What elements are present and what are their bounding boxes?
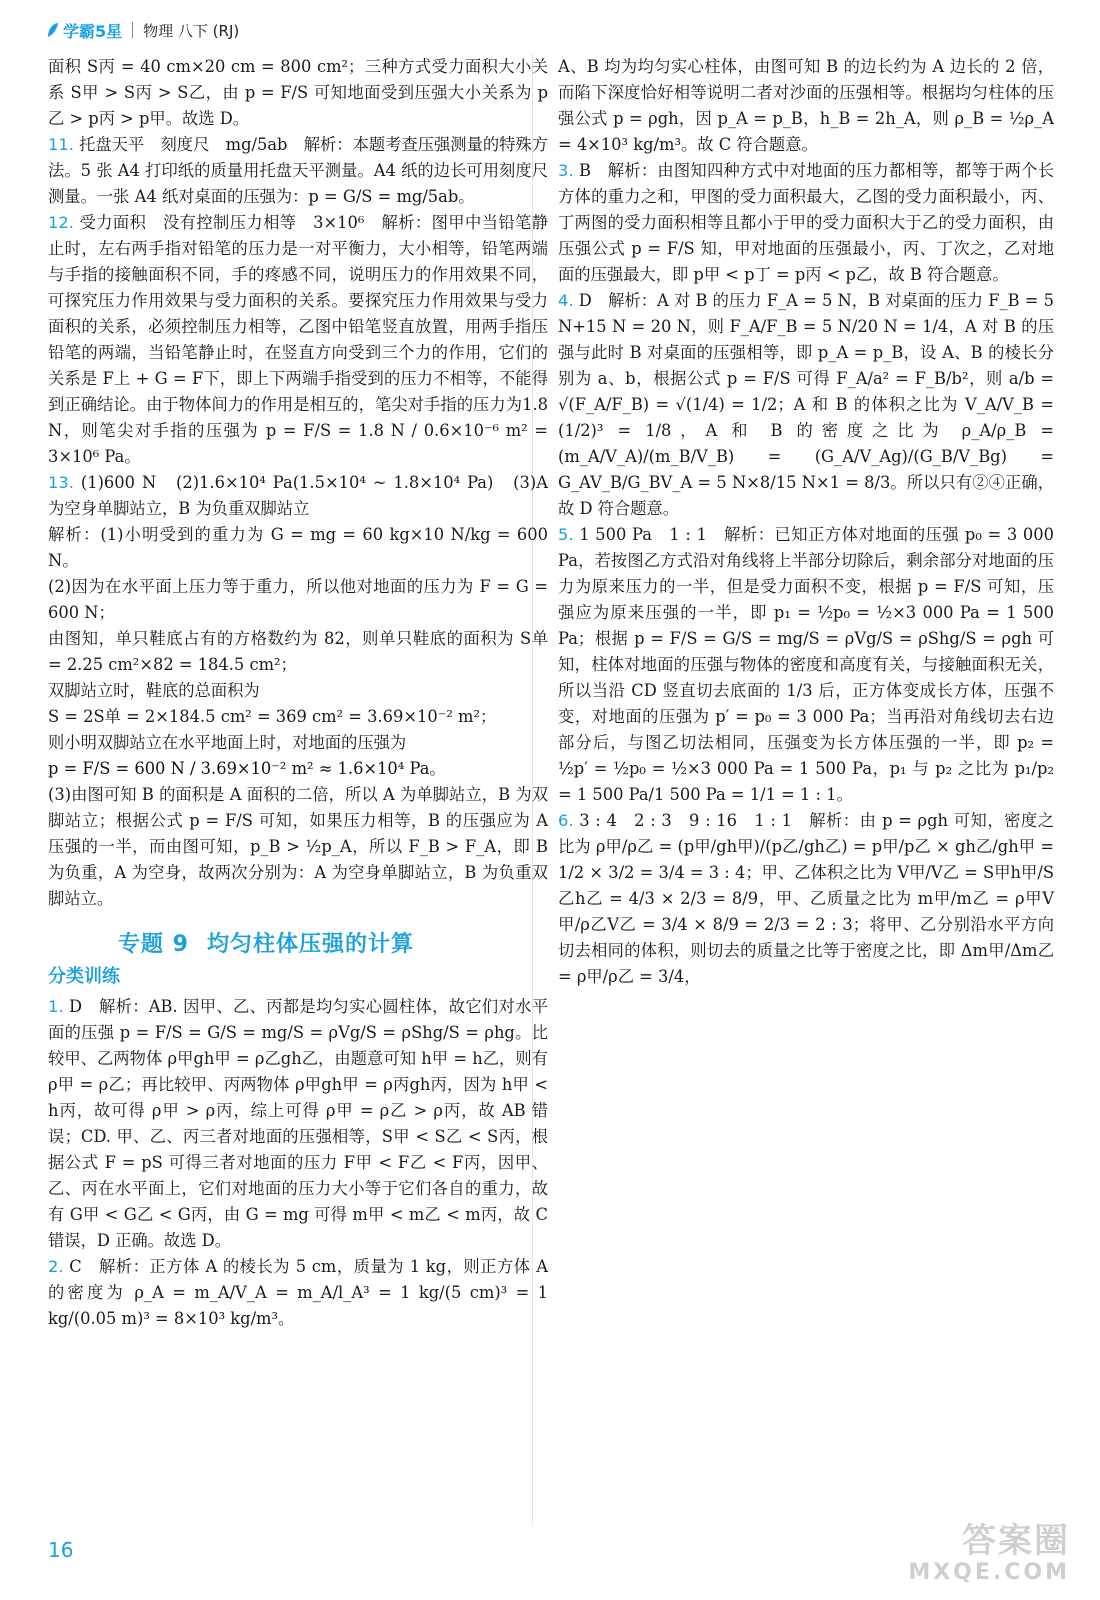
brand-logo: [46, 19, 122, 42]
question-2: [48, 1254, 548, 1332]
question-number: 11.: [48, 135, 74, 154]
question-13: [48, 470, 548, 912]
question-6: [558, 808, 1054, 990]
site-watermark: [908, 1521, 1070, 1585]
brand-name: 学霸5星: [63, 21, 123, 41]
question-1: [48, 994, 548, 1254]
watermark-top: 答案圈: [962, 1521, 1070, 1561]
question-12: [48, 210, 548, 470]
section-title: [118, 932, 548, 958]
page-header: [46, 18, 239, 42]
question-3: [558, 158, 1054, 288]
question-number: 4.: [558, 291, 574, 310]
left-column: [48, 54, 548, 1332]
question-text: D 解析：A 对 B 的压力 F_A = 5 N，B 对桌面的压力 F_B = 5 N+15 N = 20 N，则 F_A/F_B = 5 N/20 N = 1/4，A 对 B 的压强与此时 B 对桌面的压强相等，即 p_A = p_B，设 A、B 的棱长分别为 a、b，根据公式 p = F/S 可得 F_A/a² = F_B/b²，则 a/b = √(F_A/F_B) = √(1/4) = 1/2；A 和 B 的体积之比为 V_A/V_B = (1/2)³ = 1/8，A 和 B 的密度之比为 ρ_A/ρ_B = (m_A/V_A)/(m_B/V_B) = (G_A/V_Ag)/(G_B/V_Bg) = G_AV_B/G_BV_A = 5 N×8/15 N×1 = 8/3。所以只有②④正确，故 D 符合题意。: [558, 291, 1054, 518]
question-number: 2.: [48, 1257, 64, 1276]
explanation-line: 则小明双脚站立在水平地面上时，对地面的压强为: [48, 733, 407, 752]
pressure-formula: p = F/S = 600 N / 3.69×10⁻² m² ≈ 1.6×10⁴ Pa。: [48, 759, 446, 778]
question-number: 1.: [48, 997, 64, 1016]
watermark-bottom: MXQE.COM: [908, 1560, 1070, 1585]
question-text: 3 : 4 2 : 3 9 : 16 1 : 1 解析：由 p = ρgh 可知，密度之比为 ρ甲/ρ乙 = (p甲/gh甲)/(p乙/gh乙) = p甲/p乙 × gh乙/gh甲 = 1/2 × 3/2 = 3/4 = 3 : 4；甲、乙体积之比为 V甲/V乙 = S甲h甲/S乙h乙 = 4/3 × 2/3 = 8/9，甲、乙质量之比为 m甲/m乙 = ρ甲V甲/ρ乙V乙 = 3/4 × 8/9 = 2/3 = 2 : 3；将甲、乙分别沿水平方向切去相同的体积，则切去的质量之比等于密度之比，即 Δm甲/Δm乙 = ρ甲/ρ乙 = 3/4，: [558, 811, 1054, 986]
question-text: B 解析：由图知四种方式中对地面的压力都相等，都等于两个长方体的重力之和，甲图的受力面积最大，乙图的受力面积最小，丙、丁两图的受力面积相等且都小于甲的受力面积大于乙的受力面积，由压强公式 p = F/S 知，甲对地面的压强最小，丙、丁次之，乙对地面的压强最大，即 p甲 < p丁 = p丙 < p乙，故 B 符合题意。: [558, 161, 1054, 284]
question-number: 6.: [558, 811, 574, 830]
continued-paragraph: 面积 S丙 = 40 cm×20 cm = 800 cm²；三种方式受力面积大小关系 S甲 > S丙 > S乙，由 p = F/S 可知地面受到压强大小关系为 p乙 > p丙 > p甲。故选 D。: [48, 57, 548, 128]
explanation-line: S = 2S单 = 2×184.5 cm² = 369 cm² = 3.69×10⁻² m²；: [48, 707, 497, 726]
question-number: 5.: [558, 525, 574, 544]
question-answer: (1)600 N (2)1.6×10⁴ Pa(1.5×10⁴ ~ 1.8×10⁴ Pa) (3)A 为空身单脚站立，B 为负重双脚站立: [48, 473, 548, 518]
continued-paragraph: A、B 均为均匀实心柱体，由图可知 B 的边长约为 A 边长的 2 倍，而陷下深度恰好相等说明二者对沙面的压强相等。根据均匀柱体的压强公式 p = ρgh，因 p_A = p_B，h_B = 2h_A，则 ρ_B = ½ρ_A = 4×10³ kg/m³。故 C 符合题意。: [558, 57, 1054, 154]
section-name: 均匀柱体压强的计算: [206, 932, 414, 957]
page-number: 16: [48, 1538, 74, 1562]
brand-leaf-icon: [46, 21, 60, 39]
question-11: [48, 132, 548, 210]
header-divider: [132, 22, 133, 38]
section-number: 专题 9: [118, 932, 189, 957]
explanation-line: (3)由图可知 B 的面积是 A 面积的二倍，所以 A 为单脚站立，B 为双脚站立；根据公式 p = F/S 可知，如果压力相等，B 的压强应为 A 压强的一半，而由图可知，p_B > ½p_A，所以 F_B > F_A，即 B 为负重，A 为空身，故两次分别为：A 为空身单脚站立，B 为负重双脚站立。: [48, 785, 548, 908]
question-5: [558, 522, 1054, 808]
question-4: [558, 288, 1054, 522]
explanation-line: 由图知，单只鞋底占有的方格数约为 82，则单只鞋底的面积为 S单 = 2.25 cm²×82 = 184.5 cm²；: [48, 629, 548, 674]
question-number: 3.: [558, 161, 574, 180]
right-column: [558, 54, 1054, 990]
question-number: 12.: [48, 213, 74, 232]
explanation-line: 解析：(1)小明受到的重力为 G = mg = 60 kg×10 N/kg = 600 N。: [48, 525, 548, 570]
explanation-line: (2)因为在水平面上压力等于重力，所以他对地面的压力为 F = G = 600 N；: [48, 577, 548, 622]
question-text: 1 500 Pa 1 : 1 解析：已知正方体对地面的压强 p₀ = 3 000 Pa，若按图乙方式沿对角线将上半部分切除后，剩余部分对地面的压力为原来压力的一半，但是受力面积不变，根据 p = F/S 可知，压强应为原来压强的一半，即 p₁ = ½p₀ = ½×3 000 Pa = 1 500 Pa；根据 p = F/S = G/S = mg/S = ρVg/S = ρShg/S = ρgh 可知，柱体对地面的压强与物体的密度和高度有关，与接触面积无关，所以当沿 CD 竖直切去底面的 1/3 后，正方体变成长方体，压强不变，对地面的压强为 p′ = p₀ = 3 000 Pa；当再沿对角线切去右边部分后，与图乙切法相同，压强变为长方体压强的一半，即 p₂ = ½p′ = ½p₀ = ½×3 000 Pa = 1 500 Pa，p₁ 与 p₂ 之比为 p₁/p₂ = 1 500 Pa/1 500 Pa = 1/1 = 1 : 1。: [558, 525, 1054, 804]
question-number: 13.: [48, 473, 74, 492]
question-text: D 解析：AB. 因甲、乙、丙都是均匀实心圆柱体，故它们对水平面的压强 p = F/S = G/S = mg/S = ρVg/S = ρShg/S = ρhg。比较甲、乙两物体 ρ甲gh甲 = ρ乙gh乙，由题意可知 h甲 = h乙，则有 ρ甲 = ρ乙；再比较甲、丙两物体 ρ甲gh甲 = ρ丙gh丙，因为 h甲 < h丙，故可得 ρ甲 > ρ丙，综上可得 ρ甲 = ρ乙 > ρ丙，故 AB 错误；CD. 甲、乙、丙三者对地面的压强相等，S甲 < S乙 < S丙，根据公式 F = pS 可得三者对地面的压力 F甲 < F乙 < F丙，因甲、乙、丙在水平面上，它们对地面的压力大小等于它们各自的重力，故有 G甲 < G乙 < G丙，由 G = mg 可得 m甲 < m乙 < m丙，故 C 错误，D 正确。故选 D。: [48, 997, 548, 1250]
explanation-line: 双脚站立时，鞋底的总面积为: [48, 681, 260, 700]
subsection-title: 分类训练: [48, 966, 120, 987]
question-text: 托盘天平 刻度尺 mg/5ab 解析：本题考查压强测量的特殊方法。5 张 A4 打印纸的质量用托盘天平测量。A4 纸的边长可用刻度尺测量。一张 A4 纸对桌面的压强为：p = G/S = mg/5ab。: [48, 135, 548, 206]
subject-label: 物理 八下 (RJ): [143, 21, 240, 40]
question-text: 受力面积 没有控制压力相等 3×10⁶ 解析：图甲中当铅笔静止时，左右两手指对铅笔的压力是一对平衡力，大小相等，铅笔两端与手指的接触面积不同，手的疼感不同，说明压力的作用效果不同，可探究压力作用效果与受力面积的关系。要探究压力作用效果与受力面积的关系，必须控制压力相等，乙图中铅笔竖直放置，用两手指压铅笔的两端，当铅笔静止时，在竖直方向受到三个力的作用，它们的关系是 F上 + G = F下，即上下两端手指受到的压力不相等，不能得到正确结论。由于物体间力的作用是相互的，笔尖对手指的压力为1.8 N，则笔尖对手指的压强为 p = F/S = 1.8 N / 0.6×10⁻⁶ m² = 3×10⁶ Pa。: [48, 213, 548, 466]
question-text: C 解析：正方体 A 的棱长为 5 cm，质量为 1 kg，则正方体 A 的密度为 ρ_A = m_A/V_A = m_A/l_A³ = 1 kg/(5 cm)³ = 1 kg/(0.05 m)³ = 8×10³ kg/m³。: [48, 1257, 548, 1328]
